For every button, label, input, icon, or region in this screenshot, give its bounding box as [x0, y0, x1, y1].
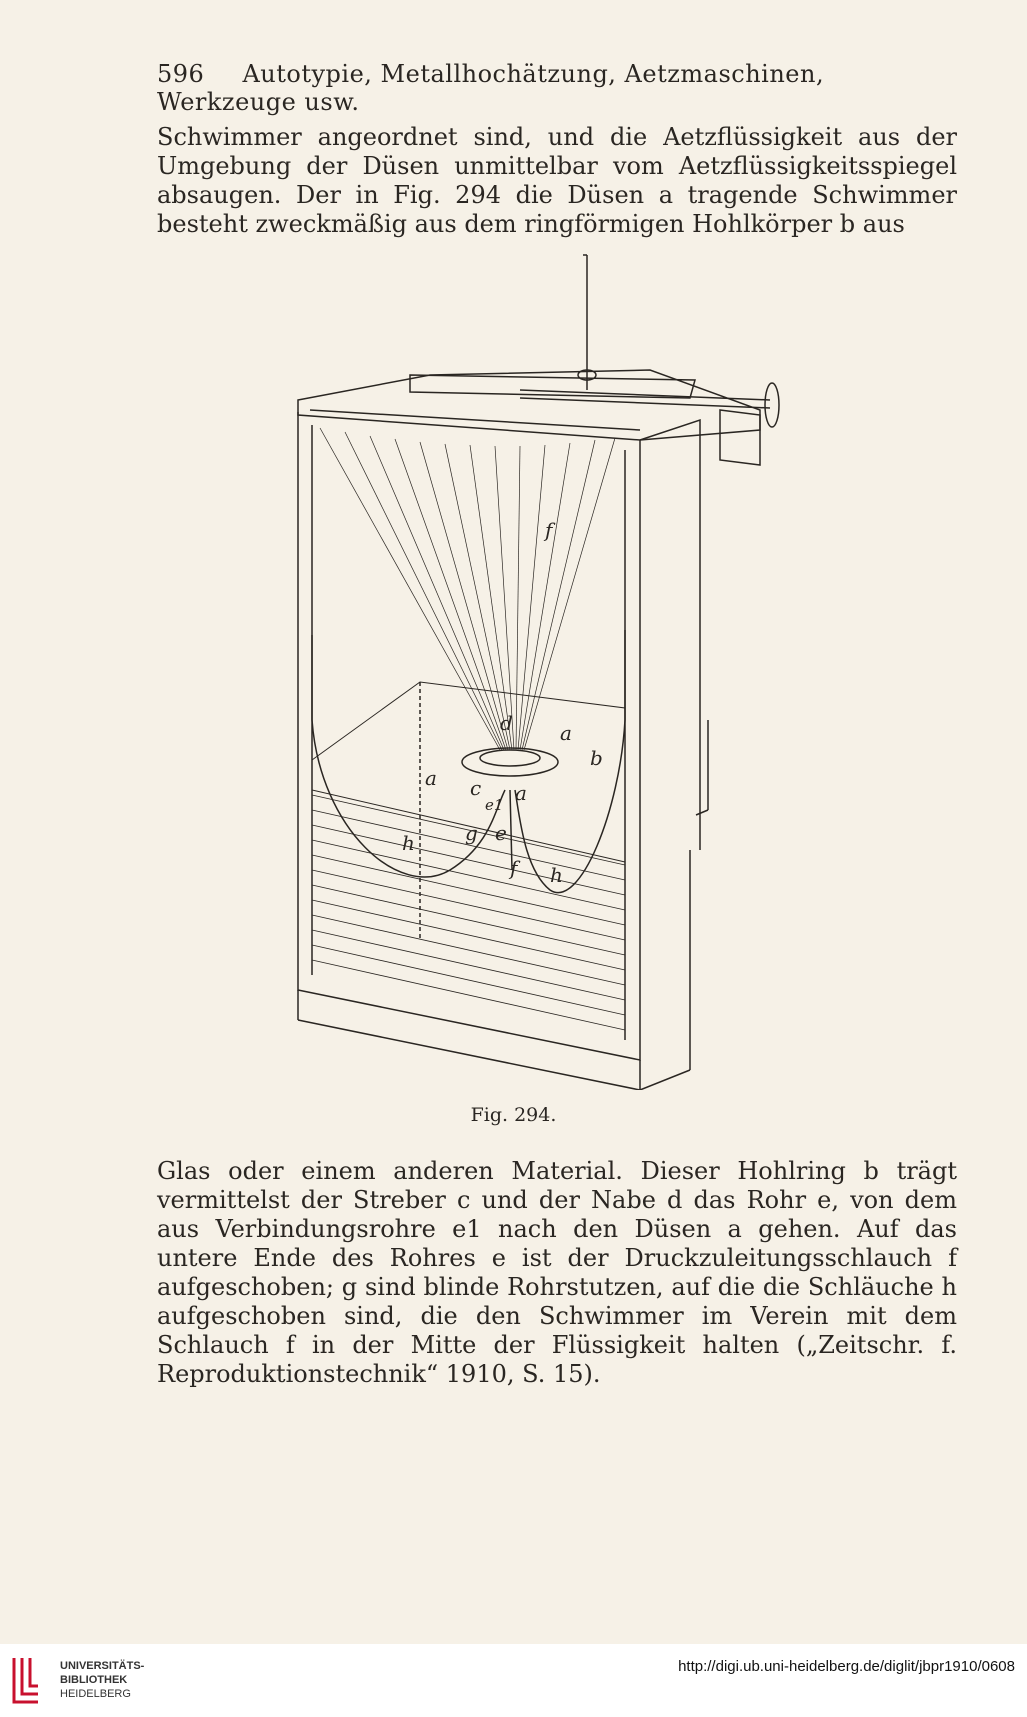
running-title: Autotypie, Metallhochätzung, Aetzmaschinen, Werkzeuge usw.	[157, 60, 825, 116]
label-e1: e1	[485, 796, 504, 814]
label-h-right: h	[550, 863, 563, 887]
digital-object-url[interactable]: http://digi.ub.uni-heidelberg.de/diglit/jbpr1910/0608	[678, 1658, 1015, 1675]
figure-caption: Fig. 294.	[470, 1104, 557, 1126]
label-g: g	[465, 821, 478, 845]
body-paragraph-1: Schwimmer angeordnet sind, und die Aetzflüssigkeit aus der Umgebung der Düsen unmittelbar vom Aetzflüssigkeitsspiegel absaugen. Der in Fig. 294 die Düsen a tragende Schwimmer besteht zweckmäßig aus dem ringförmigen Hohlkörper b aus	[157, 123, 957, 238]
label-f-top: f	[545, 518, 553, 542]
page-number: 596	[157, 60, 205, 88]
page-header	[157, 60, 957, 116]
library-name-line-3: HEIDELBERG	[60, 1688, 131, 1700]
label-h-left: h	[402, 831, 415, 855]
library-name	[60, 1659, 144, 1701]
label-c: c	[470, 776, 482, 800]
body-paragraph-2: Glas oder einem anderen Material. Dieser Hohlring b trägt vermittelst der Streber c und der Nabe d das Rohr e, von dem aus Verbindungsrohre e1 nach den Düsen a gehen. Auf das untere Ende des Rohres e ist der Druckzuleitungsschlauch f aufgeschoben; g sind blinde Rohrstutzen, auf die die Schläuche h aufgeschoben sind, die den Schwimmer im Verein mit dem Schlauch f in der Mitte der Flüssigkeit halten („Zeitschr. f. Reproduktionstechnik“ 1910, S. 15).	[157, 1157, 957, 1388]
library-logo-icon	[10, 1654, 44, 1706]
library-footer	[0, 1644, 1027, 1717]
label-b: b	[590, 746, 603, 770]
label-a-ring: a	[560, 721, 572, 745]
etching-machine-illustration	[290, 250, 860, 1090]
label-d: d	[500, 711, 513, 735]
label-a-left: a	[425, 766, 437, 790]
label-e: e	[495, 821, 507, 845]
label-f-bottom: f	[510, 856, 518, 880]
figure-294	[290, 250, 860, 1090]
library-name-line-1: UNIVERSITÄTS-	[60, 1660, 145, 1672]
label-a-right: a	[515, 781, 527, 805]
library-name-line-2: BIBLIOTHEK	[60, 1674, 128, 1686]
